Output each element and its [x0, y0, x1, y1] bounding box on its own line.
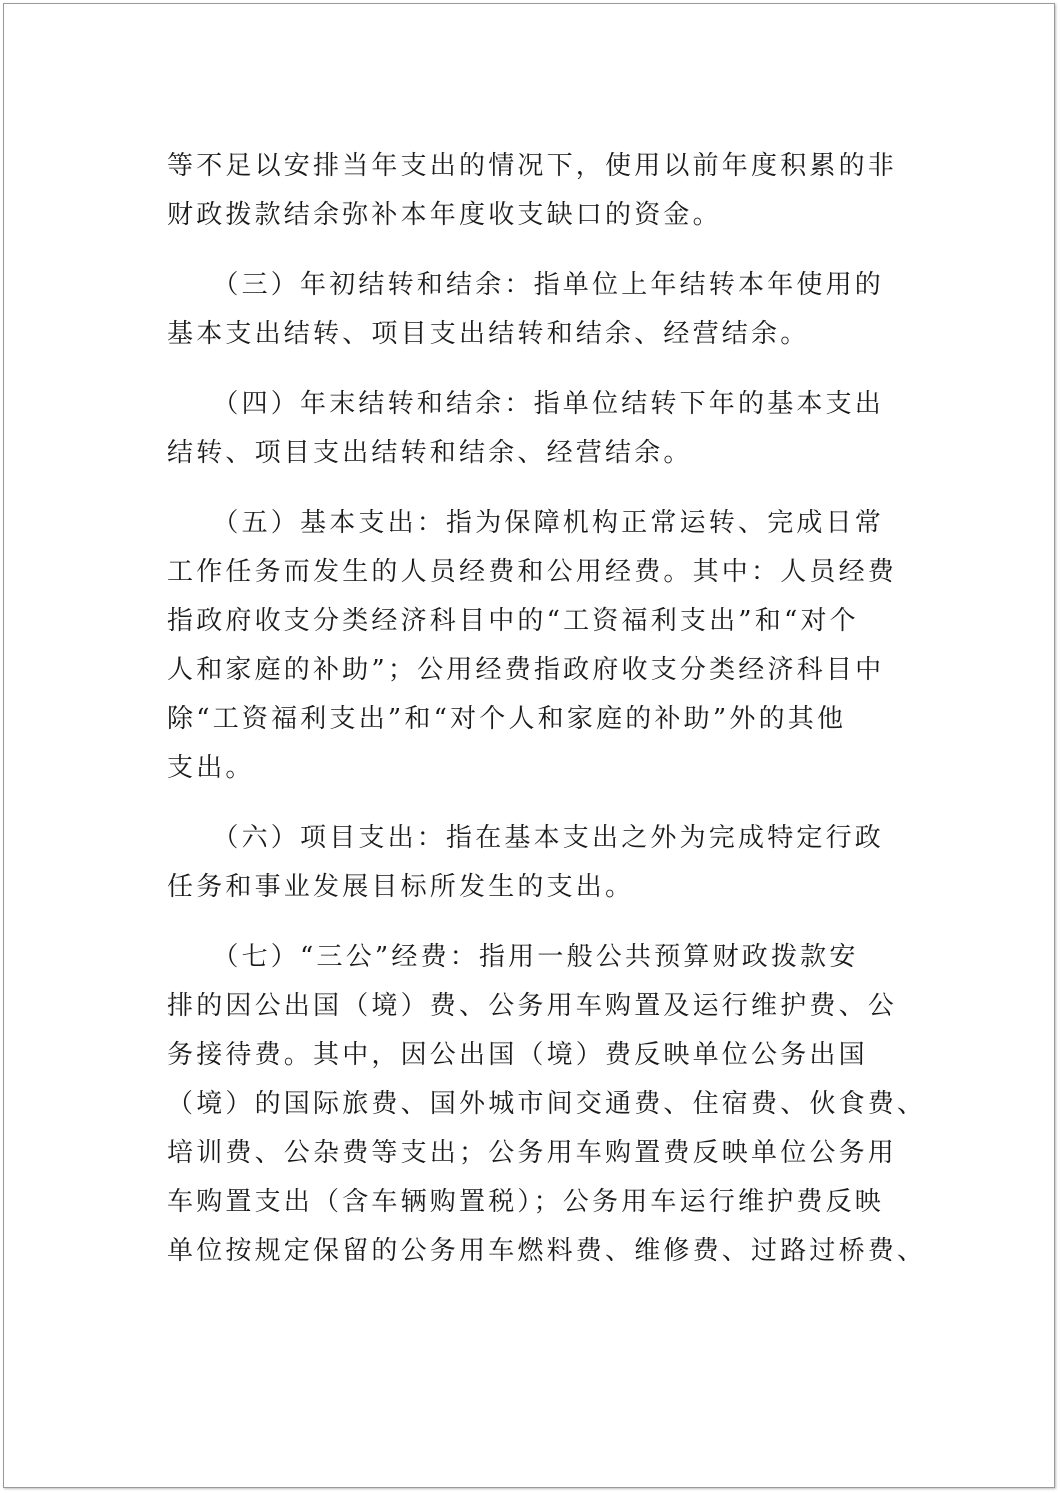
document-page	[3, 3, 1055, 1488]
document-body	[167, 142, 927, 1297]
text-line: （境）的国际旅费、国外城市间交通费、住宿费、伙食费、	[167, 1089, 927, 1119]
paragraph-item-7	[167, 933, 927, 1276]
text-line: 车购置支出（含车辆购置税）；公务用车运行维护费反映	[167, 1187, 885, 1217]
text-line: 等不足以安排当年支出的情况下，使用以前年度积累的非	[167, 151, 898, 181]
text-line: （七）“三公”经费：指用一般公共预算财政拨款安	[167, 942, 859, 972]
text-line: 支出。	[167, 753, 255, 783]
text-line: 排的因公出国（境）费、公务用车购置及运行维护费、公	[167, 991, 898, 1021]
text-line: 务接待费。其中，因公出国（境）费反映单位公务出国	[167, 1040, 868, 1070]
text-line: 培训费、公杂费等支出；公务用车购置费反映单位公务用	[167, 1138, 898, 1168]
paragraph-item-5	[167, 499, 927, 793]
text-line: 单位按规定保留的公务用车燃料费、维修费、过路过桥费、	[167, 1236, 927, 1266]
paragraph-intro-continuation	[167, 142, 927, 240]
text-line: （三）年初结转和结余：指单位上年结转本年使用的	[167, 270, 885, 300]
text-line: 工作任务而发生的人员经费和公用经费。其中：人员经费	[167, 557, 898, 587]
text-line: （五）基本支出：指为保障机构正常运转、完成日常	[167, 508, 885, 538]
text-line: 结转、项目支出结转和结余、经营结余。	[167, 438, 693, 468]
paragraph-item-4	[167, 380, 927, 478]
paragraph-item-6	[167, 814, 927, 912]
paragraph-item-3	[167, 261, 927, 359]
text-line: 财政拨款结余弥补本年度收支缺口的资金。	[167, 200, 722, 230]
text-line: 人和家庭的补助”；公用经费指政府收支分类经济科目中	[167, 655, 885, 685]
text-line: 指政府收支分类经济科目中的“工资福利支出”和“对个	[167, 606, 859, 636]
text-line: 除“工资福利支出”和“对个人和家庭的补助”外的其他	[167, 704, 847, 734]
text-line: 任务和事业发展目标所发生的支出。	[167, 872, 635, 902]
text-line: 基本支出结转、项目支出结转和结余、经营结余。	[167, 319, 810, 349]
text-line: （六）项目支出：指在基本支出之外为完成特定行政	[167, 823, 885, 853]
text-line: （四）年末结转和结余：指单位结转下年的基本支出	[167, 389, 885, 419]
